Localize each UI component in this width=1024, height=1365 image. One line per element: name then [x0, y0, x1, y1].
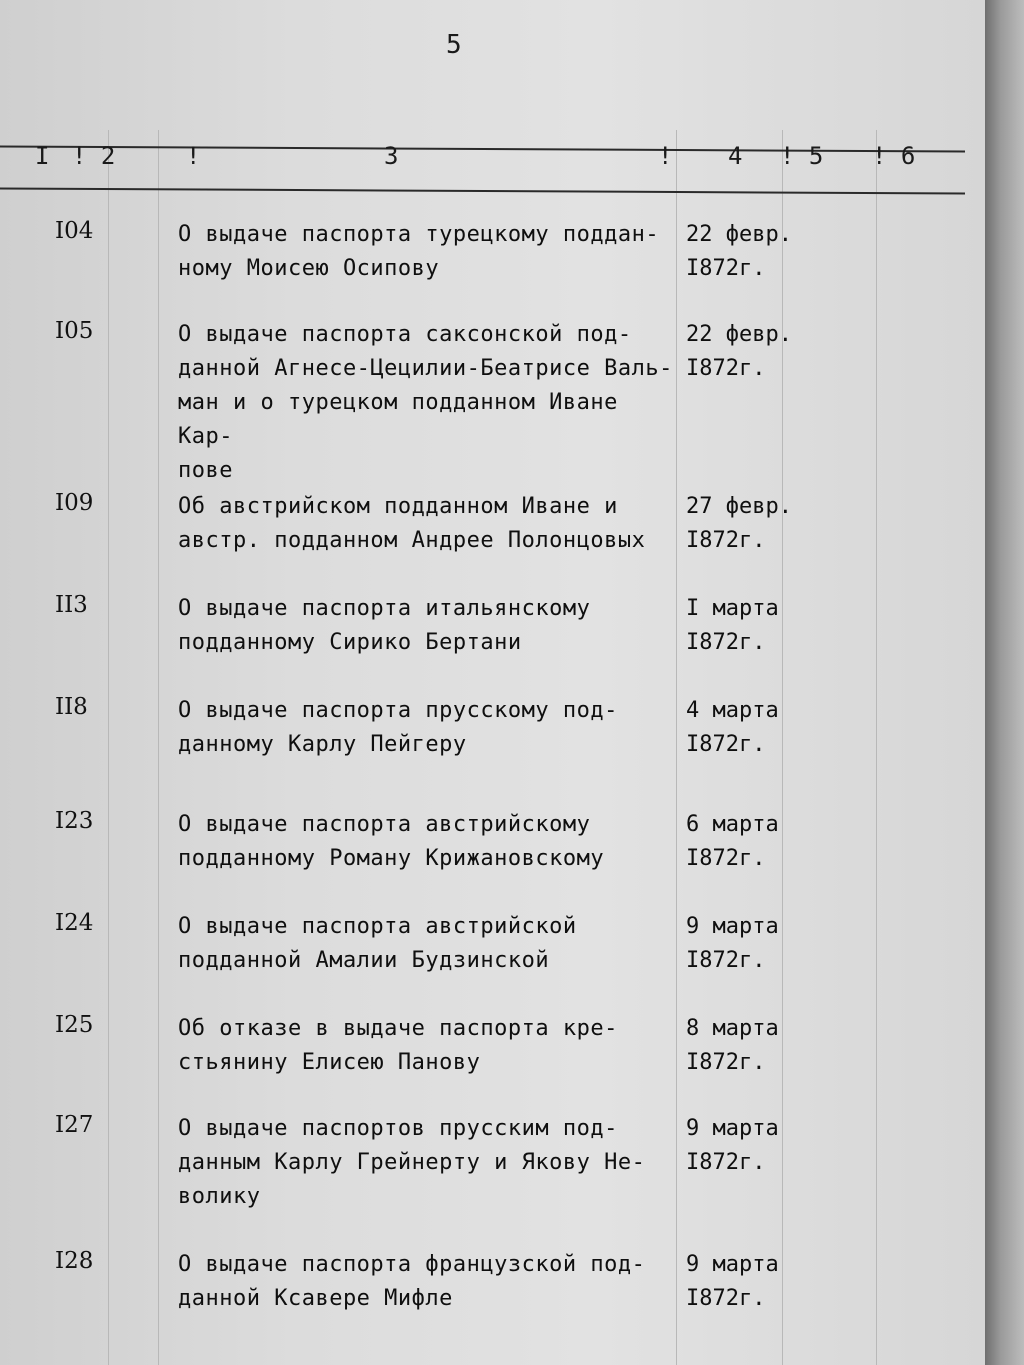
header-col-2-sep: !: [186, 142, 201, 170]
entry-title: Об австрийском подданном Иване и австр. подданном Андрее Полонцовых: [178, 494, 646, 553]
header-col-3-end: !: [658, 142, 673, 170]
entry-date: 8 марта I872г.: [686, 1016, 779, 1075]
entry-number: I09: [55, 490, 94, 516]
header-col-2: ! 2: [72, 142, 116, 170]
entry-number: I25: [55, 1012, 94, 1038]
entry-number: II3: [55, 592, 88, 618]
entry-date: 9 марта I872г.: [686, 1116, 779, 1175]
entry-number: I04: [55, 218, 94, 244]
entry-title: О выдаче паспорта саксонской под- данной Агнесе-Цецилии-Беатрисе Валь- ман и о турецком подданном Иване Кар- пове: [178, 322, 673, 483]
entry-date: 22 февр. I872г.: [686, 222, 792, 281]
column-rule: [876, 130, 877, 1365]
entry-title: О выдаче паспорта австрийской подданной Амалии Будзинской: [178, 914, 577, 973]
entry-number: I05: [55, 318, 94, 344]
column-rule: [782, 130, 783, 1365]
header-col-4: 4: [728, 142, 743, 170]
entry-date: I марта I872г.: [686, 596, 779, 655]
entry-title: О выдаче паспортов прусским под- данным Карлу Грейнерту и Якову Не- волику: [178, 1116, 646, 1209]
entry-title: О выдаче паспорта французской под- данной Ксавере Мифле: [178, 1252, 646, 1311]
entry-number: I27: [55, 1112, 94, 1138]
entry-date: 6 марта I872г.: [686, 812, 779, 871]
entry-title: О выдаче паспорта итальянскому подданному Сирико Бертани: [178, 596, 591, 655]
entry-date: 4 марта I872г.: [686, 698, 779, 757]
header-col-3: 3: [384, 142, 399, 170]
entry-date: 9 марта I872г.: [686, 914, 779, 973]
page-edge-shadow: [985, 0, 1024, 1365]
header-rule-bottom: [0, 187, 965, 194]
header-col-5: ! 5: [780, 142, 824, 170]
entry-title: О выдаче паспорта турецкому поддан- ному Моисею Осипову: [178, 222, 660, 281]
entry-number: I23: [55, 808, 94, 834]
entry-title: Об отказе в выдаче паспорта кре- стьянину Елисею Панову: [178, 1016, 618, 1075]
column-rule: [158, 130, 159, 1365]
column-rule: [108, 130, 109, 1365]
entry-title: О выдаче паспорта австрийскому подданному Роману Крижановскому: [178, 812, 605, 871]
entry-number: II8: [55, 694, 88, 720]
entry-date: 9 марта I872г.: [686, 1252, 779, 1311]
header-col-1: I: [35, 142, 50, 170]
header-col-6: ! 6: [872, 142, 916, 170]
entry-number: I28: [55, 1248, 94, 1274]
entry-title: О выдаче паспорта прусскому под- данному Карлу Пейгеру: [178, 698, 618, 757]
entry-date: 22 февр. I872г.: [686, 322, 792, 381]
entry-date: 27 февр. I872г.: [686, 494, 792, 553]
entry-number: I24: [55, 910, 94, 936]
page-number: 5: [446, 30, 462, 60]
